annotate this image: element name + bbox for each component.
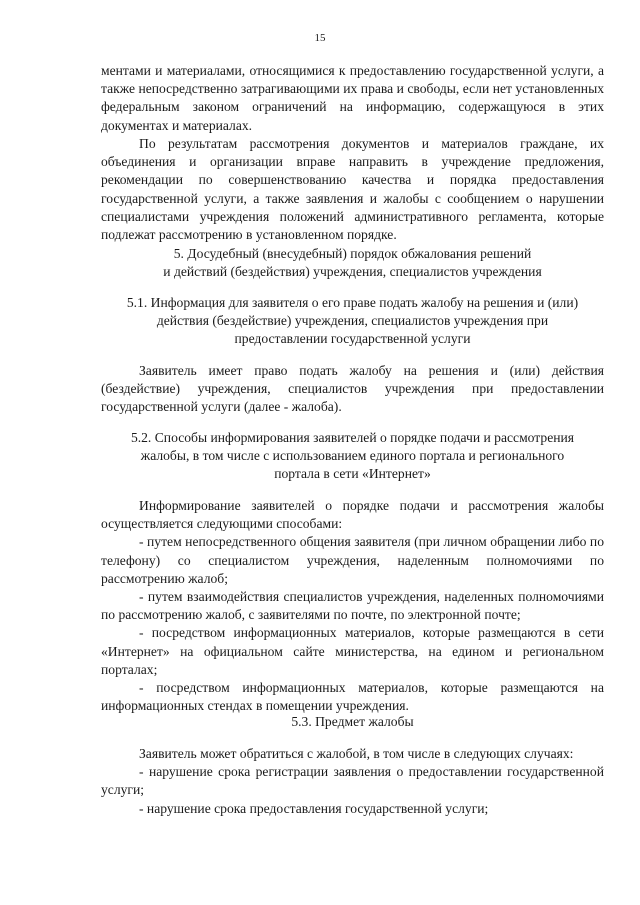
section-5-3-intro: Заявитель может обратиться с жалобой, в том числе в следующих случаях: <box>139 746 574 761</box>
section-5-1-heading <box>101 294 604 349</box>
results-block <box>101 135 604 244</box>
section-5-2-body <box>101 497 604 715</box>
page-number: 15 <box>314 32 326 44</box>
section-5-2-heading-line-2: жалобы, в том числе с использованием единого портала и регионального <box>140 448 565 464</box>
continuation-block <box>101 62 604 135</box>
section-5-2-list-item: - посредством информационных материалов, которые размещаются на информационных стендах в помещении учреждения. <box>101 680 604 714</box>
results-paragraph: По результатам рассмотрения документов и материалов граждане, их объединения и организации вправе направить в учреждение предложения, рекомендации по совершенствованию качества и порядка предоставления государственной услуги, а также заявления и жалобы с сообщением о нарушении специалистами учреждения положений административного регламента, которые подлежат рассмотрению в установленном порядке. <box>101 136 604 243</box>
section-5-title <box>101 245 604 281</box>
section-5-title-line-2: и действий (бездействия) учреждения, специалистов учреждения <box>163 264 542 280</box>
section-5-2-list-item: - посредством информационных материалов, которые размещаются в сети «Интернет» на официальном сайте министерства, на едином и региональном порталах; <box>101 625 604 677</box>
section-5-1-heading-line-3: предоставлении государственной услуги <box>234 331 471 347</box>
section-5-1-heading-line-1: 5.1. Информация для заявителя о его праве подать жалобу на решения и (или) <box>126 295 579 310</box>
section-5-3-heading-line: 5.3. Предмет жалобы <box>291 714 414 729</box>
section-5-2-list-item: - путем взаимодействия специалистов учреждения, наделенных полномочиями по рассмотрению жалоб, с заявителями по почте, по электронной почте; <box>101 589 604 623</box>
section-5-1-paragraph: Заявитель имеет право подать жалобу на решения и (или) действия (бездействие) учреждения, специалистов учреждения при предоставлении государственной услуги (далее - жалоба). <box>101 363 604 415</box>
continuation-paragraph: ментами и материалами, относящимися к предоставлению государственной услуги, а также непосредственно затрагивающими их права и свободы, если нет установленных федеральным законом ограничений на информацию, содержащуюся в этих документах и материалах. <box>101 63 604 133</box>
section-5-3-list-item: - нарушение срока предоставления государственной услуги; <box>139 800 489 816</box>
section-5-3-heading <box>101 713 604 731</box>
section-5-3-list-item: - нарушение срока регистрации заявления о предоставлении государственной услуги; <box>101 764 604 798</box>
section-5-title-line-1: 5. Досудебный (внесудебный) порядок обжалования решений <box>173 246 532 261</box>
section-5-2-heading-line-1: 5.2. Способы информирования заявителей о порядке подачи и рассмотрения <box>130 430 575 445</box>
section-5-3-body <box>101 745 604 818</box>
section-5-1-body <box>101 362 604 417</box>
section-5-2-intro: Информирование заявителей о порядке подачи и рассмотрения жалобы осуществляется следующими способами: <box>101 498 604 532</box>
section-5-2-list-item: - путем непосредственного общения заявителя (при личном обращении либо по телефону) со специалистом учреждения, наделенным полномочиями по рассмотрению жалоб; <box>101 534 604 586</box>
section-5-2-heading-line-3: портала в сети «Интернет» <box>274 466 431 482</box>
section-5-2-heading <box>101 429 604 484</box>
section-5-1-heading-line-2: действия (бездействие) учреждения, специалистов учреждения при <box>156 313 549 329</box>
